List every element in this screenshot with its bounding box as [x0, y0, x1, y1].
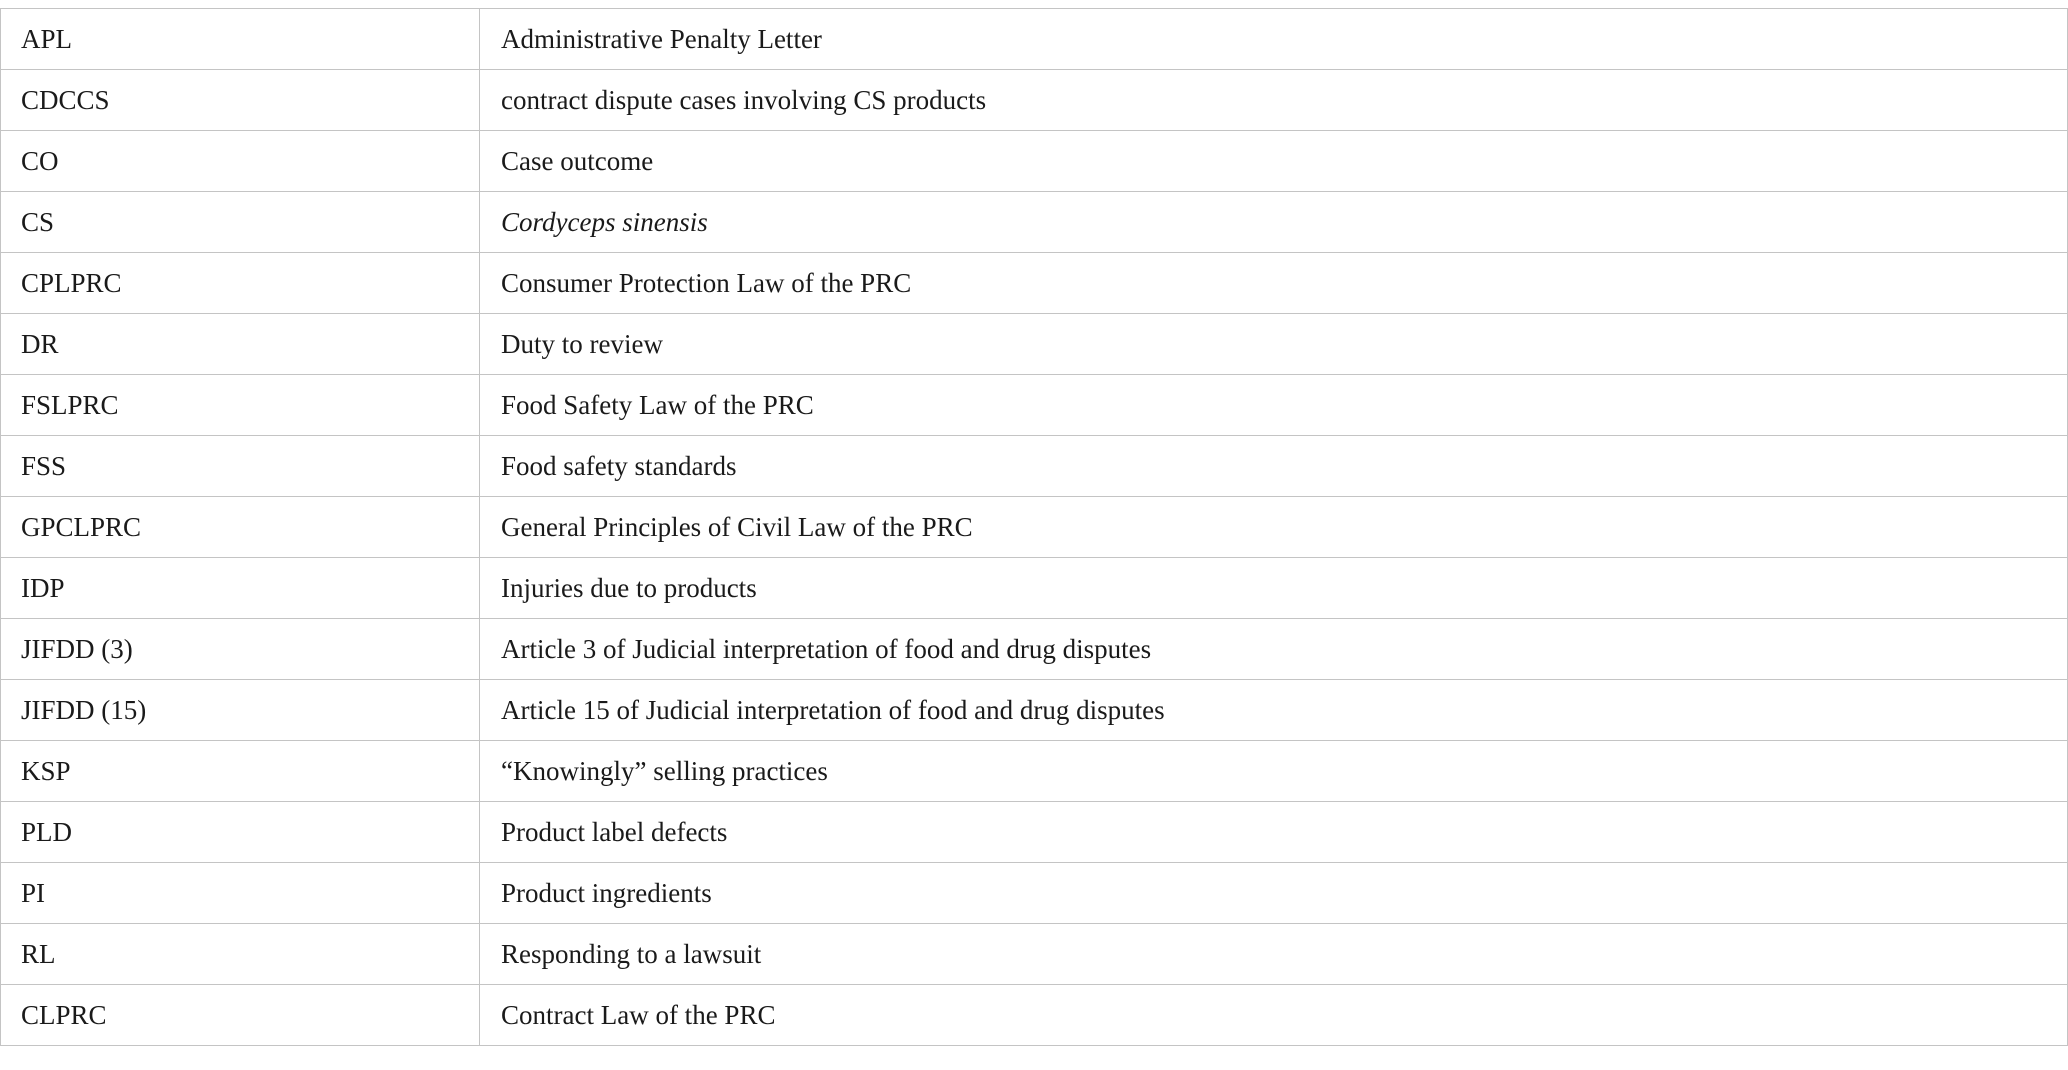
- abbreviation-cell: JIFDD (3): [1, 619, 480, 680]
- abbreviations-table: [0, 8, 2068, 1046]
- definition-cell: General Principles of Civil Law of the PRC: [480, 497, 2068, 558]
- table-row: [1, 680, 2068, 741]
- abbreviation-cell: FSLPRC: [1, 375, 480, 436]
- table-row: [1, 619, 2068, 680]
- definition-cell: contract dispute cases involving CS products: [480, 70, 2068, 131]
- abbreviation-cell: CO: [1, 131, 480, 192]
- abbreviation-cell: CDCCS: [1, 70, 480, 131]
- abbreviation-cell: CS: [1, 192, 480, 253]
- abbreviation-cell: RL: [1, 924, 480, 985]
- abbreviation-cell: FSS: [1, 436, 480, 497]
- table-row: [1, 558, 2068, 619]
- definition-cell: “Knowingly” selling practices: [480, 741, 2068, 802]
- definition-cell: Food safety standards: [480, 436, 2068, 497]
- table-row: [1, 375, 2068, 436]
- definition-cell: Article 15 of Judicial interpretation of food and drug disputes: [480, 680, 2068, 741]
- table-row: [1, 253, 2068, 314]
- table-row: [1, 436, 2068, 497]
- abbreviation-cell: DR: [1, 314, 480, 375]
- table-row: [1, 863, 2068, 924]
- abbreviation-cell: PI: [1, 863, 480, 924]
- table-row: [1, 985, 2068, 1046]
- table-row: [1, 497, 2068, 558]
- definition-cell: Administrative Penalty Letter: [480, 9, 2068, 70]
- definition-cell: Duty to review: [480, 314, 2068, 375]
- abbreviation-cell: IDP: [1, 558, 480, 619]
- abbreviation-cell: JIFDD (15): [1, 680, 480, 741]
- definition-cell: Food Safety Law of the PRC: [480, 375, 2068, 436]
- abbreviations-table-body: [1, 9, 2068, 1046]
- definition-cell: Product label defects: [480, 802, 2068, 863]
- table-row: [1, 131, 2068, 192]
- definition-cell: Cordyceps sinensis: [480, 192, 2068, 253]
- definition-cell: Injuries due to products: [480, 558, 2068, 619]
- definition-cell: Responding to a lawsuit: [480, 924, 2068, 985]
- abbreviation-cell: APL: [1, 9, 480, 70]
- definition-cell: Contract Law of the PRC: [480, 985, 2068, 1046]
- table-row: [1, 192, 2068, 253]
- table-row: [1, 924, 2068, 985]
- table-row: [1, 314, 2068, 375]
- abbreviation-cell: CLPRC: [1, 985, 480, 1046]
- table-row: [1, 741, 2068, 802]
- table-row: [1, 70, 2068, 131]
- definition-cell: Article 3 of Judicial interpretation of food and drug disputes: [480, 619, 2068, 680]
- abbreviation-cell: PLD: [1, 802, 480, 863]
- table-row: [1, 802, 2068, 863]
- table-row: [1, 9, 2068, 70]
- definition-cell: Case outcome: [480, 131, 2068, 192]
- abbreviation-cell: GPCLPRC: [1, 497, 480, 558]
- abbreviation-cell: CPLPRC: [1, 253, 480, 314]
- definition-cell: Product ingredients: [480, 863, 2068, 924]
- abbreviation-cell: KSP: [1, 741, 480, 802]
- definition-cell: Consumer Protection Law of the PRC: [480, 253, 2068, 314]
